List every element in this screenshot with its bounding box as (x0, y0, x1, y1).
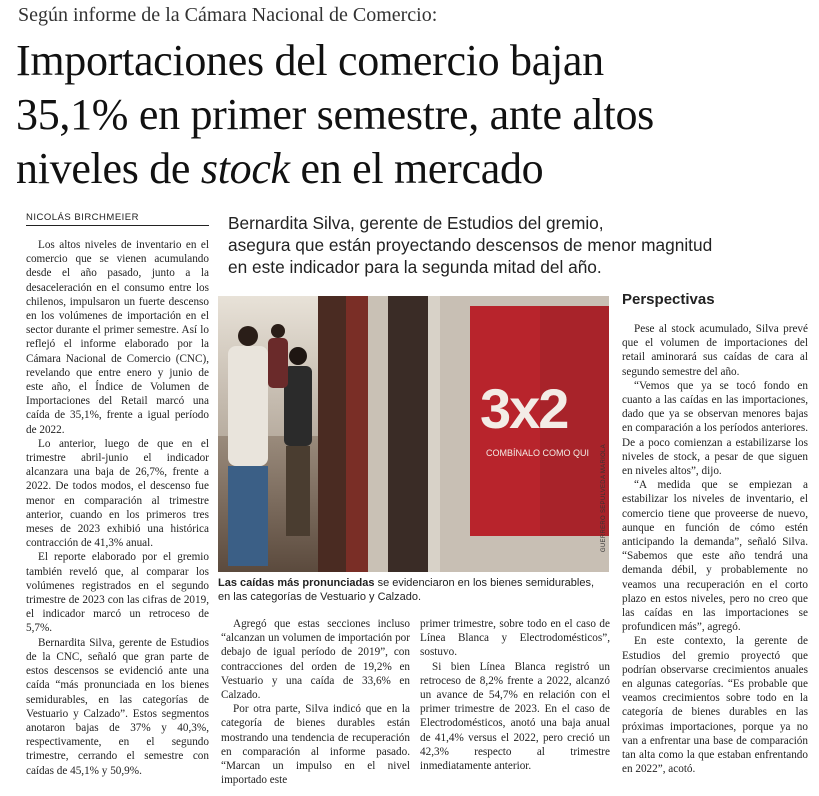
body-paragraph: “Vemos que ya se tocó fondo en cuanto a las caídas en las importaciones, dado que ya se observan menores bajas en comparación a los períodos anteriores. De a poco comienzan a estabilizarse los niveles de stock, a pesar de que siguen en niveles altos”, dijo. (622, 379, 808, 478)
body-paragraph: En este contexto, la gerente de Estudios del gremio proyectó que podrían observarse crecimientos anuales en algunas categorías. “Es probable que veamos crecimientos sobre todo en la categoría de bienes durables en las próximas importaciones, porque ya no van a enfrentar una base de comparación tan alta como la que estaban enfrentando en 2022”, acotó. (622, 635, 808, 776)
headline-line-3-pre: niveles de (16, 144, 201, 193)
article-photo (218, 296, 609, 572)
body-paragraph: primer trimestre, sobre todo en el caso de Línea Blanca y Electrodomésticos”, sostuvo. (420, 618, 610, 659)
headline-emphasis: stock (200, 144, 290, 193)
promo-sign-subtext: COMBÍNALO COMO QUI (486, 448, 590, 458)
lead-paragraph (228, 212, 713, 278)
headline (16, 34, 811, 196)
headline-line-3-post: en el mercado (289, 144, 544, 193)
body-paragraph: “A medida que se empiezan a estabilizar los niveles de inventario, el comercio tiene que proveerse de nuevo, aunque en función de cómo estén anticipando la demanda”, señaló Silva. “Sabemos que este año tendrá una demanda débil, y probablemente no veamos una recuperación en el corto plazo en estos niveles, pero no creo que las caídas en las importaciones se profundicen más”, agregó. (622, 479, 808, 634)
column-2 (221, 617, 410, 787)
caption-bold: Las caídas más pronunciadas (218, 577, 375, 589)
headline-line-1: Importaciones del comercio bajan (16, 36, 604, 85)
caption-text: se evidenciaron en los bienes semidurables, en las categorías de Vestuario y Calzado. (218, 577, 595, 603)
section-subhead: Perspectivas (622, 291, 715, 308)
lead-line: asegura que están proyectando descensos de menor magnitud (228, 235, 713, 255)
body-paragraph: Agregó que estas secciones incluso “alcanzan un volumen de importación por debajo de igual período de 2019”, con contracciones del orden de 19,2% en Vestuario y una caída de 33,6% en Calzado. (221, 618, 410, 702)
body-paragraph: Si bien Línea Blanca registró un retroceso de 8,2% frente a 2022, alcanzó un avance de 54,7% en relación con el primer trimestre de 2023. En el caso de Electrodomésticos, anotó una baja anual de 41,4% versus el 2022, pero creció un 42,3% respecto al trimestre inmediatamente anterior. (420, 660, 610, 773)
promo-sign-text: 3x2 (480, 377, 568, 440)
kicker: Según informe de la Cámara Nacional de Comercio: (18, 4, 438, 26)
column-1 (26, 238, 209, 778)
photo-caption (218, 577, 609, 604)
byline: NICOLÁS BIRCHMEIER (26, 212, 139, 223)
photo-credit: GUERRERO SEPÚLVEDA MARIOLA (601, 443, 607, 552)
headline-line-2: 35,1% en primer semestre, ante altos (16, 90, 654, 139)
lead-line: Bernardita Silva, gerente de Estudios del gremio, (228, 213, 604, 233)
body-paragraph: Lo anterior, luego de que en el trimestre abril-junio el indicador alcanzara una baja de 26,7%, frente a 2022. De todos modos, el descenso fue menor en comparación al trimestre anterior, cuando en los primeros tres meses de 2023 exhibió una histórica contracción de 41,3% anual. (26, 437, 209, 550)
body-paragraph: El reporte elaborado por el gremio también reveló que, al comparar los volúmenes registrados en el segundo trimestre de 2023 con las cifras de 2019, el indicador marcó un retroceso de 5,7%. (26, 551, 209, 635)
body-paragraph: Bernardita Silva, gerente de Estudios de la CNC, señaló que gran parte de estos descensos se evidenció ante una caída “más pronunciada en los bienes semidurables, en las categorías de Vestuario y Calzado”. Estos segmentos anotaron bajas de 37% y 40,3%, respectivamente, en el segundo trimestre, cerrando el semestre con caídas de 45,1% y 50,9%. (26, 636, 209, 777)
headline-line-3 (16, 142, 811, 196)
byline-rule (26, 225, 209, 226)
column-3 (420, 617, 610, 773)
body-paragraph: Por otra parte, Silva indicó que en la categoría de bienes durables están mostrando una tendencia de recuperación en comparación al informe pasado. “Marcan un impulso en el nivel importado este (221, 703, 410, 787)
lead-line: en este indicador para la segunda mitad del año. (228, 257, 602, 277)
body-paragraph: Pese al stock acumulado, Silva prevé que el volumen de importaciones del retail aminorará sus caídas de cara al segundo semestre del año. (622, 323, 808, 378)
body-paragraph: Los altos niveles de inventario en el comercio que se vienen acumulando desde el año pasado, junto a la desaceleración en el consumo entre los chilenos, impulsaron un fuerte descenso en los volúmenes de importación en el sector durante el primer semestre. Así lo reflejó el informe elaborado por la Cámara Nacional de Comercio (CNC), revelando que entre enero y junio de este año, el Índice de Volumen de Importaciones del Retail marcó una caída de 35,1%, frente a igual período de 2022. (26, 239, 209, 436)
column-4 (622, 322, 808, 777)
